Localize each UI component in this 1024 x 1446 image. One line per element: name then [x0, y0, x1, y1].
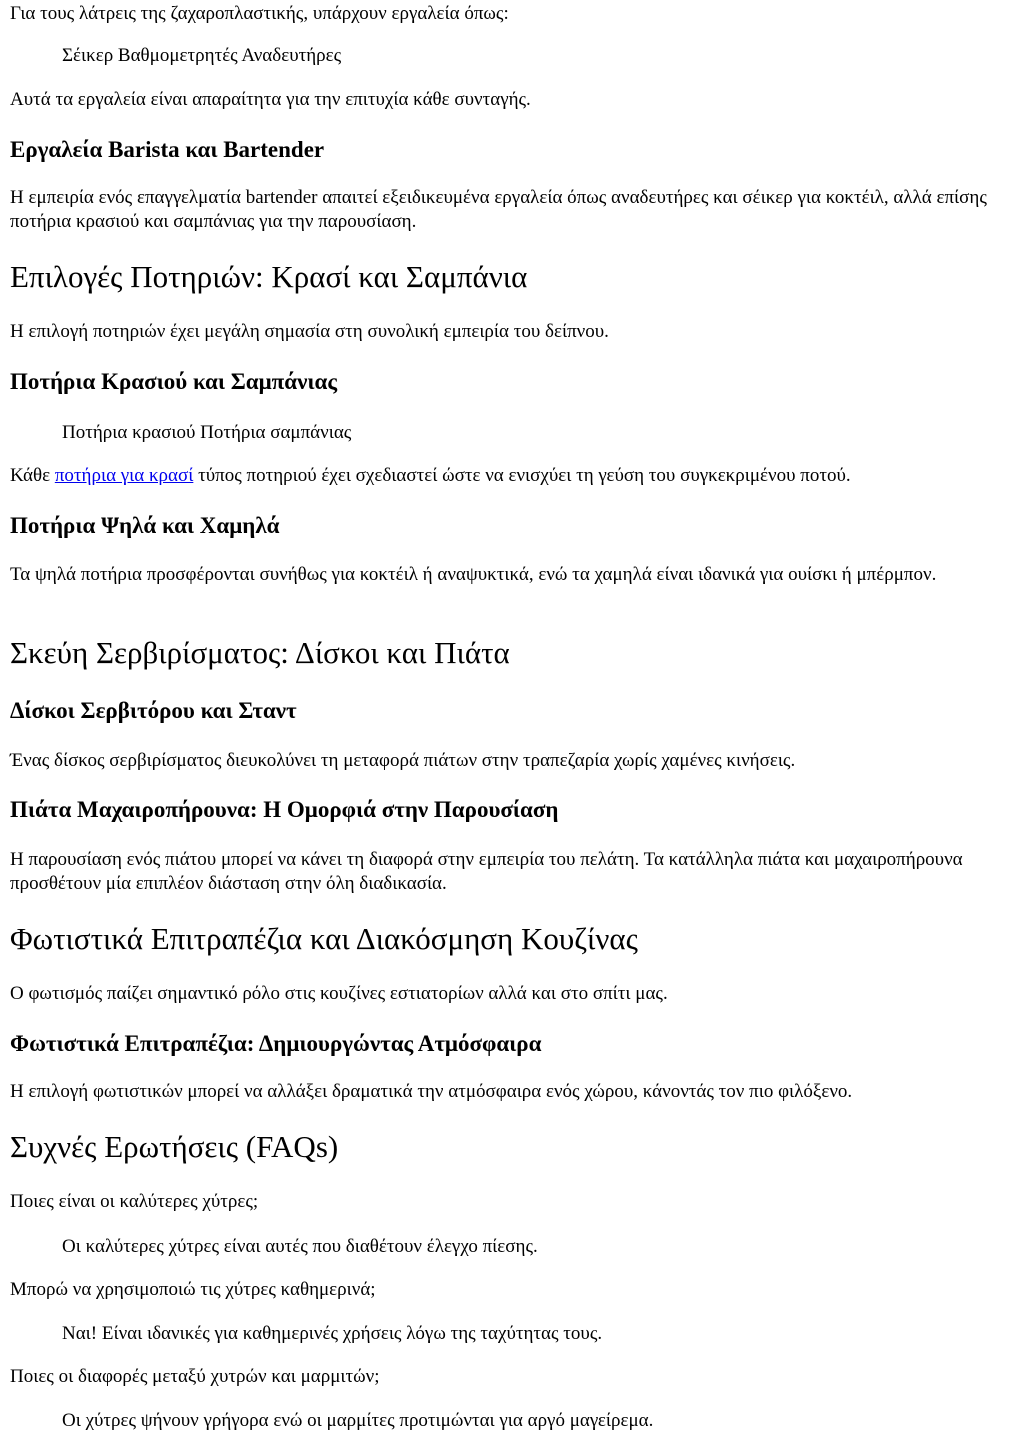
wine-paragraph-post: τύπος ποτηριού έχει σχεδιαστεί ώστε να ενισχύει τη γεύση του συγκεκριμένου ποτού. [193, 465, 851, 486]
heading-wine-glasses: Ποτήρια Κρασιού και Σαμπάνιας [10, 369, 338, 394]
faq-answer-3: Οι χύτρες ψήνουν γρήγορα ενώ οι μαρμίτες προτιμώνται για αργό μαγείρεμα. [62, 1410, 654, 1431]
tools-list: Σέικερ Βαθμομετρητές Αναδευτήρες [62, 45, 342, 66]
heading-faq: Συχνές Ερωτήσεις (FAQs) [10, 1129, 339, 1164]
heading-lamps: Φωτιστικά Επιτραπέζια: Δημιουργώντας Ατμόσφαιρα [10, 1031, 542, 1056]
heading-plates: Πιάτα Μαχαιροπήρουνα: Η Ομορφιά στην Παρουσίαση [10, 797, 559, 822]
heading-trays: Δίσκοι Σερβιτόρου και Σταντ [10, 698, 297, 723]
faq-question-1: Ποιες είναι οι καλύτερες χύτρες; [10, 1191, 259, 1212]
heading-glasses: Επιλογές Ποτηριών: Κρασί και Σαμπάνια [10, 259, 528, 294]
wine-glasses-link[interactable]: ποτήρια για κρασί [54, 465, 194, 486]
glasses-paragraph: Η επιλογή ποτηριών έχει μεγάλη σημασία στη συνολική εμπειρία του δείπνου. [10, 321, 609, 342]
trays-paragraph: Ένας δίσκος σερβιρίσματος διευκολύνει τη μεταφορά πιάτων στην τραπεζαρία χωρίς χαμένες κινήσεις. [10, 750, 796, 771]
wine-paragraph-pre: Κάθε [10, 465, 55, 486]
wine-paragraph [10, 464, 851, 488]
glasses-list: Ποτήρια κρασιού Ποτήρια σαμπάνιας [62, 422, 352, 443]
tools-note: Αυτά τα εργαλεία είναι απαραίτητα για την επιτυχία κάθε συνταγής. [10, 89, 531, 110]
tall-short-paragraph: Τα ψηλά ποτήρια προσφέρονται συνήθως για κοκτέιλ ή αναψυκτικά, ενώ τα χαμηλά είναι ιδανικά για ουίσκι ή μπέρμπον. [10, 564, 937, 585]
heading-serving: Σκεύη Σερβιρίσματος: Δίσκοι και Πιάτα [10, 635, 510, 670]
plates-paragraph: Η παρουσίαση ενός πιάτου μπορεί να κάνει τη διαφορά στην εμπειρία του πελάτη. Τα κατάλληλα πιάτα και μαχαιροπήρουνα προσθέτουν μία επιπλέον διάσταση στην όλη διαδικασία. [10, 849, 963, 894]
heading-tall-short: Ποτήρια Ψηλά και Χαμηλά [10, 513, 280, 538]
intro-paragraph: Για τους λάτρεις της ζαχαροπλαστικής, υπάρχουν εργαλεία όπως: [10, 3, 509, 24]
faq-question-2: Μπορώ να χρησιμοποιώ τις χύτρες καθημερινά; [10, 1279, 376, 1300]
heading-lights: Φωτιστικά Επιτραπέζια και Διακόσμηση Κουζίνας [10, 921, 638, 956]
lights-paragraph: Ο φωτισμός παίζει σημαντικό ρόλο στις κουζίνες εστιατορίων αλλά και στο σπίτι μας. [10, 983, 668, 1004]
heading-barista: Εργαλεία Barista και Bartender [10, 137, 325, 162]
lamps-paragraph: Η επιλογή φωτιστικών μπορεί να αλλάξει δραματικά την ατμόσφαιρα ενός χώρου, κάνοντάς τον πιο φιλόξενο. [10, 1081, 853, 1102]
barista-paragraph: Η εμπειρία ενός επαγγελματία bartender απαιτεί εξειδικευμένα εργαλεία όπως αναδευτήρες και σέικερ για κοκτέιλ, αλλά επίσης ποτήρια κρασιού και σαμπάνιας για την παρουσίαση. [10, 187, 987, 232]
faq-question-3: Ποιες οι διαφορές μεταξύ χυτρών και μαρμιτών; [10, 1366, 380, 1387]
faq-answer-2: Ναι! Είναι ιδανικές για καθημερινές χρήσεις λόγω της ταχύτητας τους. [62, 1323, 603, 1344]
faq-answer-1: Οι καλύτερες χύτρες είναι αυτές που διαθέτουν έλεγχο πίεσης. [62, 1236, 538, 1257]
